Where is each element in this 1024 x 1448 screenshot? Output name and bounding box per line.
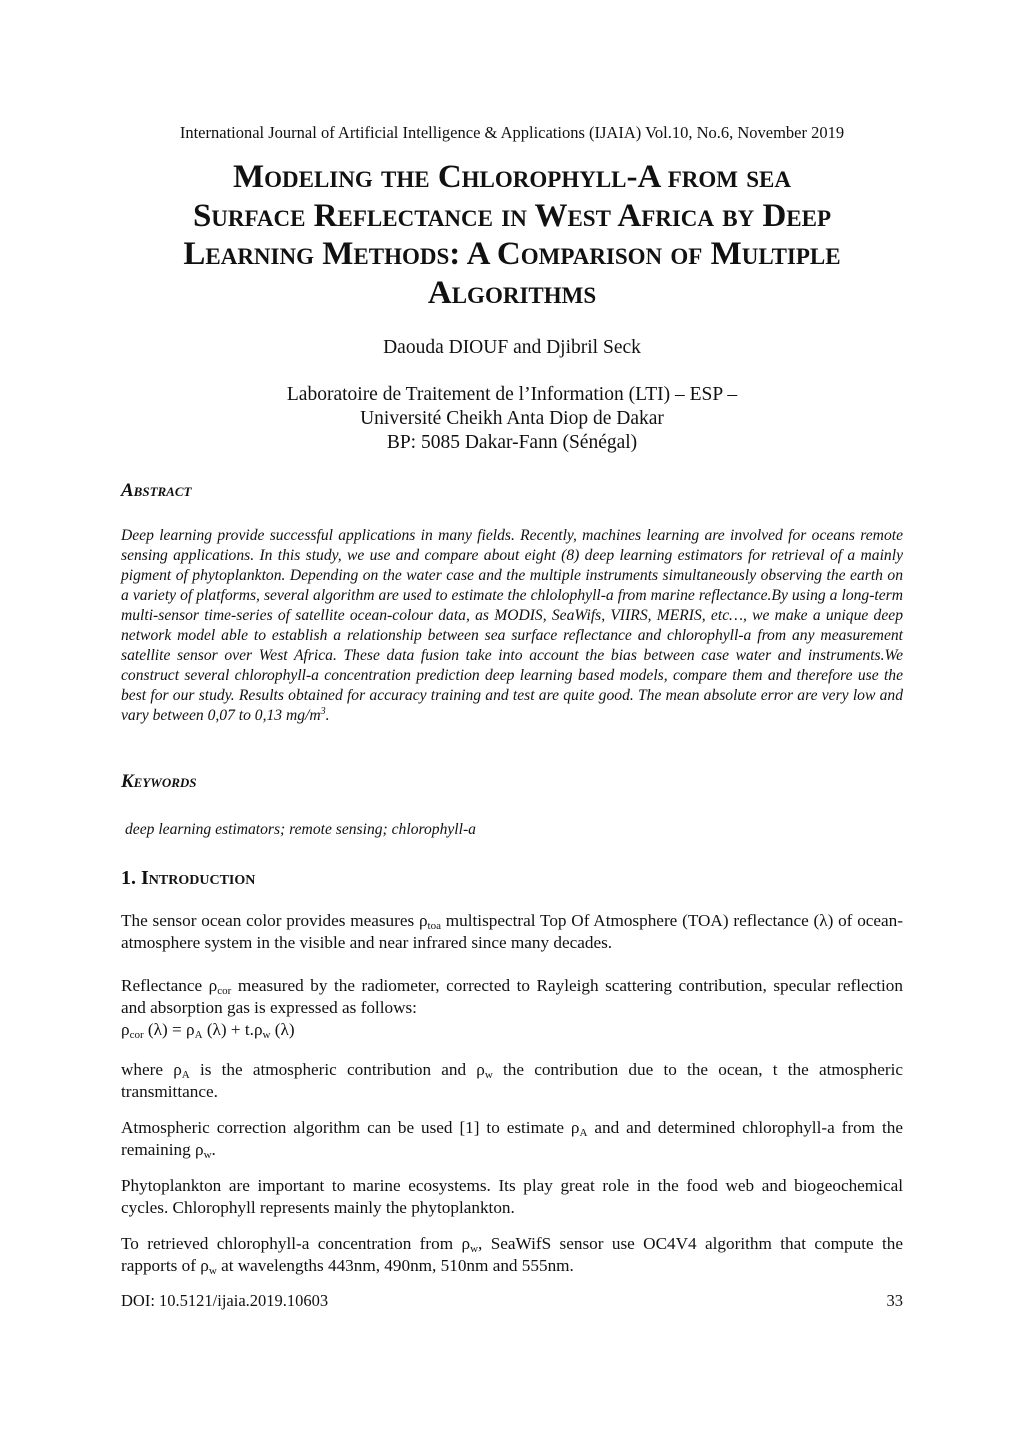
subscript: w (203, 1149, 212, 1161)
text-run: the contribution due to the ocean, t the atmospheric transmittance. (121, 1060, 903, 1101)
subscript: cor (129, 1029, 144, 1041)
subscript: w (262, 1029, 271, 1041)
keywords-text: deep learning estimators; remote sensing; chlorophyll-a (125, 821, 476, 838)
abstract-text (121, 526, 903, 726)
text-run: Reflectance ρ (121, 976, 218, 995)
affiliation-line-3: BP: 5085 Dakar-Fann (Sénégal) (386, 432, 638, 453)
affiliation-line-1: Laboratoire de Traitement de l’Information (LTI) – ESP – (286, 384, 738, 405)
subscript: A (579, 1127, 588, 1139)
intro-paragraph-5: Phytoplankton are important to marine ecosystems. Its play great role in the food web and biogeochemical cycles. Chlorophyll represents mainly the phytoplankton. (121, 1176, 903, 1217)
intro-paragraph-2 (121, 975, 903, 1041)
section-number: 1. (121, 867, 141, 889)
paper-title (121, 158, 903, 312)
abstract-superscript: 3 (320, 706, 326, 717)
text-run: measured by the radiometer, corrected to Rayleigh scattering contribution, specular reflection and absorption gas is expressed as follows: (121, 976, 903, 1017)
affiliation-line-2: Université Cheikh Anta Diop de Dakar (360, 408, 664, 429)
intro-paragraph-1 (121, 910, 903, 954)
title-line-2: Surface Reflectance in West Africa by Deep (192, 197, 832, 234)
text-run: , SeaWifS sensor use OC4V4 algorithm that compute the rapports of ρ (121, 1234, 904, 1275)
introduction-heading (121, 867, 255, 890)
text-run: To retrieved chlorophyll-a concentration from ρ (121, 1234, 471, 1253)
text-run: (λ) + t.ρ (202, 1020, 263, 1039)
footer-doi: DOI: 10.5121/ijaia.2019.10603 (121, 1291, 329, 1310)
title-line-3: Learning Methods: A Comparison of Multiple (183, 236, 841, 272)
text-run: ρ (121, 1020, 130, 1039)
text-run: The sensor ocean color provides measures ρ (121, 911, 428, 930)
subscript: A (194, 1029, 203, 1041)
text-run: at wavelengths 443nm, 490nm, 510nm and 555nm. (216, 1256, 574, 1275)
title-line-4: Algorithms (427, 274, 597, 311)
abstract-end: . (325, 707, 330, 724)
authors: Daouda DIOUF and Djibril Seck (383, 337, 641, 358)
equation (121, 1020, 295, 1039)
abstract-body: Deep learning provide successful applications in many fields. Recently, machines learning are involved for oceans remote sensing applications. In this study, we use and compare about eight (8) deep learning estimators for retrieval of a mainly pigment of phytoplankton. Depending on the water case and the multiple instruments simultaneously observing the earth on a variety of platforms, several algorithm are used to estimate the chlolophyll-a from marine reflectance.By using a long-term multi-sensor time-series of satellite ocean-colour data, as MODIS, SeaWifs, VIIRS, MERIS, etc…, we make a unique deep network model able to establish a relationship between sea surface reflectance and chlorophyll-a from any measurement satellite sensor over West Africa. These data fusion take into account the bias between case water and instruments.We construct several chlorophyll-a concentration prediction deep learning based models, compare them and therefore use the best for our study. Results obtained for accuracy training and test are quite good. The mean absolute error are very low and vary between 0,07 to 0,13 mg/m (121, 527, 903, 724)
subscript: A (181, 1069, 190, 1081)
text-run: . (211, 1140, 216, 1159)
intro-paragraph-6 (121, 1233, 903, 1277)
subscript: w (208, 1265, 217, 1277)
text-run: Atmospheric correction algorithm can be used [1] to estimate ρ (121, 1118, 580, 1137)
text-run: is the atmospheric contribution and ρ (189, 1060, 485, 1079)
running-head: International Journal of Artificial Intelligence & Applications (IJAIA) Vol.10, No.6, November 2019 (179, 123, 845, 142)
intro-paragraph-3 (121, 1059, 903, 1103)
intro-paragraph-4 (121, 1117, 903, 1161)
text-run: and and determined chlorophyll-a from the remaining ρ (121, 1118, 903, 1159)
subscript: w (484, 1069, 493, 1081)
subscript: toa (427, 920, 441, 932)
text-run: (λ) = ρ (143, 1020, 195, 1039)
text-run: multispectral Top Of Atmosphere (TOA) reflectance (λ) of ocean-atmosphere system in the visible and near infrared since many decades. (121, 911, 903, 952)
paper-page (121, 0, 903, 1448)
page-number: 33 (886, 1291, 903, 1310)
subscript: w (470, 1243, 479, 1255)
keywords-heading: Keywords (121, 771, 197, 792)
text-run: (λ) (270, 1020, 295, 1039)
section-title: Introduction (141, 867, 256, 889)
subscript: cor (217, 985, 232, 997)
abstract-heading: Abstract (121, 480, 192, 501)
text-run: where ρ (121, 1060, 182, 1079)
affiliation (121, 383, 903, 455)
title-line-1: Modeling the Chlorophyll-A from sea (232, 159, 792, 195)
